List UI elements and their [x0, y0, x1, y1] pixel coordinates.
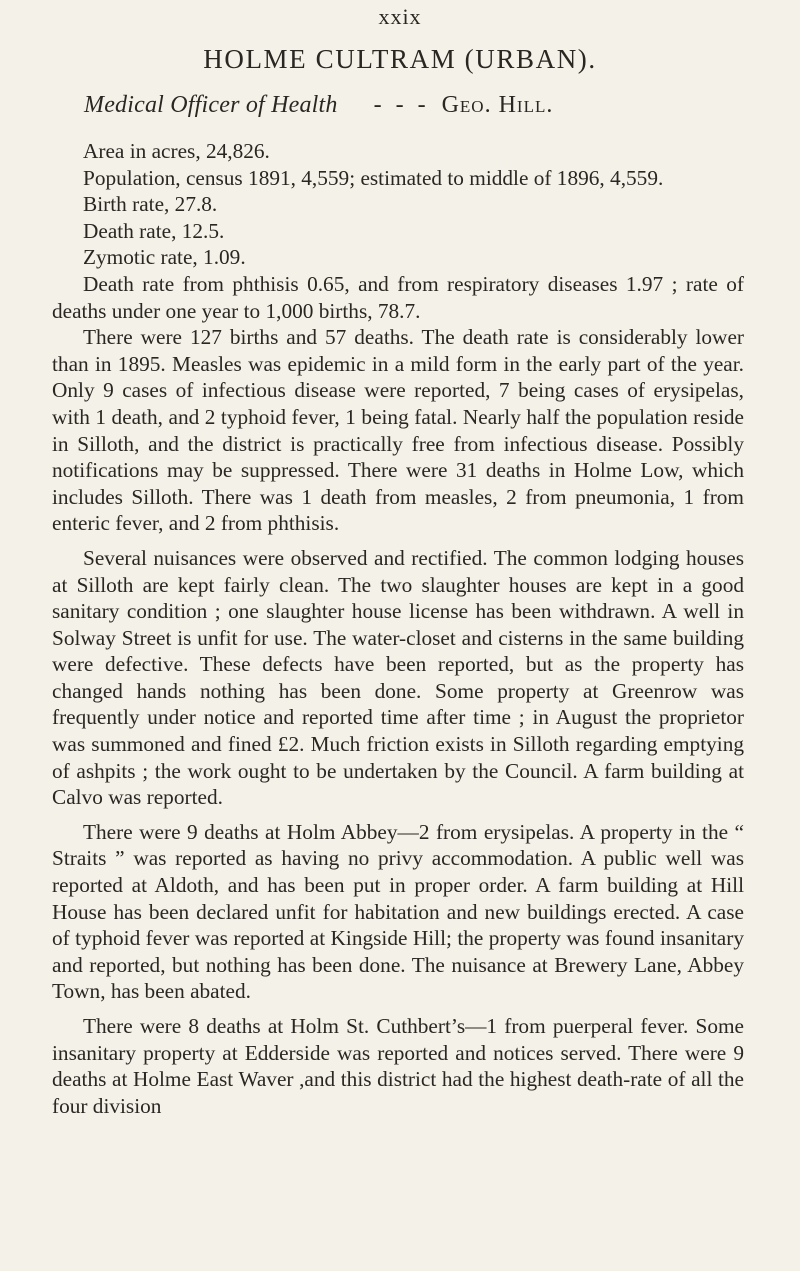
- report-body: [52, 138, 744, 1119]
- birth-rate-line: Birth rate, 27.8.: [83, 192, 218, 217]
- paragraph-births-deaths: There were 127 births and 57 deaths. The death rate is considerably lower than in 1895. Measles was epidemic in a mild form in the early part of the year. Only 9 cases of infectious disease were reported, 7 being cases of erysipelas, with 1 death, and 2 typhoid fever, 1 being fatal. Nearly half the population reside in Silloth, and the district is practically free from infectious disease. Possibly notifications may be suppressed. There were 31 deaths in Holme Low, which includes Silloth. There was 1 death from measles, 2 from pneumonia, 1 from enteric fever, and 2 from phthisis.: [52, 325, 744, 536]
- paragraph-holm-abbey: There were 9 deaths at Holm Abbey—2 from erysipelas. A property in the “ Straits ” was reported as having no privy accommodation. A public well was reported at Aldoth, and has been put in proper order. A farm building at Hill House has been declared unfit for habitation and new buildings erected. A case of typhoid fever was reported at Kingside Hill; the property was found insanitary and reported, but nothing has been done. The nuisance at Brewery Lane, Abbey Town, has been abated.: [52, 819, 744, 1004]
- page-number: xxix: [378, 4, 422, 29]
- officer-dashes: - - -: [373, 92, 430, 118]
- phthisis-line: Death rate from phthisis 0.65, and from respiratory diseases 1.97 ; rate of deaths under one year to 1,000 births, 78.7.: [52, 271, 744, 323]
- population-line: Population, census 1891, 4,559; estimated to middle of 1896, 4,559.: [83, 165, 664, 190]
- officer-name: Geo. Hill.: [441, 92, 554, 118]
- area-line: Area in acres, 24,826.: [83, 139, 270, 163]
- page-title: HOLME CULTRAM (URBAN).: [203, 44, 597, 74]
- paragraph-holm-st-cuthberts: There were 8 deaths at Holm St. Cuthbert’s—1 from puerperal fever. Some insanitary property at Edderside was reported and notices served. There were 9 deaths at Holme East Waver ,and this district had the highest death-rate of all the four division: [52, 1014, 744, 1118]
- zymotic-rate-line: Zymotic rate, 1.09.: [83, 245, 246, 270]
- officer-title: Medical Officer of Health: [84, 92, 338, 118]
- paragraph-nuisances: Several nuisances were observed and rectified. The common lodging houses at Silloth are kept fairly clean. The two slaughter houses are kept in a good sanitary condition ; one slaughter house license has been withdrawn. A well in Solway Street is unfit for use. The water-closet and cisterns in the same building were defective. These defects have been reported, but as the property has changed hands nothing has been done. Some property at Greenrow was frequently under notice and reported time after time ; in August the proprietor was summoned and fined £2. Much friction exists in Silloth regarding emptying of ashpits ; the work ought to be undertaken by the Council. A farm building at Calvo was reported.: [52, 545, 744, 810]
- death-rate-line: Death rate, 12.5.: [83, 218, 225, 243]
- officer-line: [84, 92, 724, 119]
